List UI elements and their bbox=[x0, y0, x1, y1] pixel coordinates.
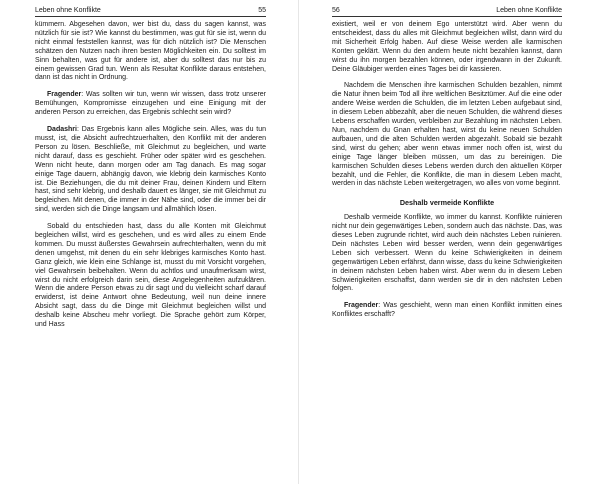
question-text: : Was geschieht, wenn man einen Konflikt inmitten eines Konfliktes erschafft? bbox=[332, 302, 562, 319]
speaker-label: Fragender bbox=[344, 302, 379, 310]
paragraph: kümmern. Abgesehen davon, wer bist du, dass du sagen kannst, was nützlich für sie ist? Wie kannst du bestimmen, was gut für sie ist, wenn du nicht einmal feststellen kannst, was für dich nützlich ist? Die Menschen schätzen den Nutzen nach ihren besten Möglichkeiten ein. Du solltest im Sinn behalten, was gut für andere ist, aber du solltest das nur bis zu einem gewissen Grad tun. Wenn als Resultat Konflikte daraus entstehen, dann ist das nicht in Ordnung. bbox=[35, 21, 266, 82]
left-page-body bbox=[35, 21, 266, 330]
left-page bbox=[0, 0, 299, 484]
speaker-label: Dadashri bbox=[47, 126, 77, 134]
answer-text: : Das Ergebnis kann alles Mögliche sein. Alles, was du tun musst, ist, die Absicht aufrechtzuerhalten, den Konflikt mit der anderen Person zu lösen. Beschließe, mit Gleichmut zu begleichen, und warte nicht darauf, dass es geschieht. Früher oder später wird es geschehen. Wenn nicht heute, dann morgen oder am Tag danach. Es mag sogar einige Tage dauern, abhängig davon, wie klebrig dein karmisches Konto ist. Die Beziehungen, die du mit deiner Frau, deinen Kindern und Eltern hast, sind sehr klebrig, und deshalb dauert es länger, sie mit Gleichmut zu begleichen. Mit denen, die immer in der Nähe sind, oder die immer bei dir sind, werden sich die Dinge langsam und allmählich lösen. bbox=[35, 126, 266, 214]
right-page-body bbox=[332, 21, 562, 320]
question-paragraph bbox=[332, 302, 562, 320]
right-page bbox=[299, 0, 599, 484]
left-page-header bbox=[35, 6, 266, 17]
right-page-header bbox=[332, 6, 562, 17]
paragraph: Nachdem die Menschen ihre karmischen Schulden bezahlen, nimmt die Natur ihnen beim Tod all ihre weltlichen Besitztümer. Auf die eine oder andere Weise werden die Schulden, die im letzten Leben aufgebaut sind, in diesem Leben abbezahlt, aber die neuen Schulden, die während dieses Lebens erschaffen wurden, verbleiben zur Bezahlung im nächsten Leben. Nun, nachdem du Gnan erhalten hast, wirst du keine neuen Schulden aufbauen, und die alten Schulden werden abgezahlt. Sobald sie bezahlt sind, wirst du gehen; aber wenn etwas immer noch offen ist, wirst du einige Tage länger bleiben müssen, um das zu bereinigen. Die karmischen Schulden dieses Lebens werden durch den aktuellen Körper bezahlt, und die Fehler, die Konflikte, die man in diesem Leben macht, werden in das nächste Leben weitergetragen, wo alles von vorne beginnt. bbox=[332, 82, 562, 188]
paragraph: existiert, weil er von deinem Ego unterstützt wird. Aber wenn du entscheidest, dass du alles mit Gleichmut begleichen willst, dann wird du mit Sicherheit Erfolg haben. Auf diese Weise werden alle karmischen Konten geklärt. Wenn du den andern heute nicht bezahlen kannst, dann wirst du ihn morgen bezahlen können, oder irgendwann in der Zukunft. Deine Gläubiger werden eines Tages bei dir kassieren. bbox=[332, 21, 562, 73]
paragraph: Deshalb vermeide Konflikte, wo immer du kannst. Konflikte ruinieren nicht nur dein gegenwärtiges Leben, sondern auch das nächste. Das, was dieses Leben zugrunde richtet, wird auch dein nächstes Leben ruinieren. Dein nächstes Leben wird besser werden, wenn dein gegenwärtiges Leben sich verbessert. Wenn du keine Schwierigkeiten in deinem gegenwärtigen Leben erfährst, dann wisse, dass du keine Schwierigkeiten in deinem nächsten Leben haben wirst. Aber wenn du in diesem Leben Schwierigkeiten erschaffst, dann werden sie dir in den nächsten Leben folgen. bbox=[332, 214, 562, 293]
paragraph: Sobald du entschieden hast, dass du alle Konten mit Gleichmut begleichen willst, wird es geschehen, und es wird alles zu einem Ende kommen. Du musst äußerstes Gewahrsein aufrechterhalten, wenn du mit denen umgehst, mit denen du ein sehr klebriges karmisches Konto hast. Ganz gleich, wie klein eine Schlange ist, musst du mit Vorsicht vorgehen, viel Gewahrsein beibehalten. Wenn du achtlos und unaufmerksam wirst, wirst du nicht erfolgreich darin sein, diese Angelegenheiten aufzuklären. Wenn die andere Person etwas zu dir sagt und du vielleicht scharf darauf erwiderst, ist deine Antwort ohne Bedeutung, weil nun deine innere Absicht sagt, dass du die Dinge mit Gleichmut begleichen willst und deshalb keine Abscheu mehr vorliegt. Die Sprache gehört zum Körper, und Hass bbox=[35, 223, 266, 329]
section-heading: Deshalb vermeide Konflikte bbox=[399, 198, 495, 208]
page-number: 55 bbox=[258, 7, 266, 14]
question-paragraph bbox=[35, 91, 266, 118]
question-text: : Was sollten wir tun, wenn wir wissen, dass trotz unserer Bemühungen, Kompromisse einzugehen und eine Einigung mit der anderen Person zu erreichen, das Ergebnis schlecht sein wird? bbox=[35, 91, 266, 117]
answer-paragraph bbox=[35, 126, 266, 215]
page-number: 56 bbox=[332, 7, 340, 14]
running-head: Leben ohne Konflikte bbox=[496, 7, 562, 14]
speaker-label: Fragender bbox=[47, 91, 82, 99]
running-head: Leben ohne Konflikte bbox=[35, 7, 101, 14]
